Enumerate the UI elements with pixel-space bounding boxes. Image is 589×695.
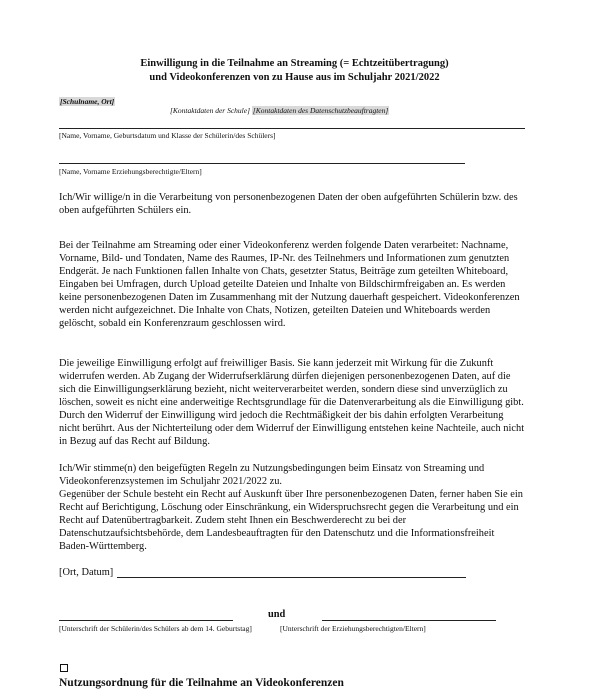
student-field-line[interactable] <box>59 128 525 129</box>
place-date-line[interactable] <box>117 577 466 578</box>
rights-text: Gegenüber der Schule besteht ein Recht auf Auskunft über Ihre personenbezogenen Daten, ferner haben Sie ein Recht auf Berichtigung, Löschung oder Einschränkung, ein Widerspruchsrecht gegen die Verarbeitung und ein Recht auf Datenübertragbarkeit. Zudem steht Ihnen ein Beschwerderecht zu bei der Datenschutzaufsichtsbehörde, dem Landesbeauftragten für den Datenschutz und die Informationsfreiheit Baden-Württemberg. <box>59 489 523 552</box>
guardian-signature-caption: [Unterschrift der Erziehungsberechtigten/Eltern] <box>280 624 426 633</box>
voluntary-paragraph: Die jeweilige Einwilligung erfolgt auf freiwilliger Basis. Sie kann jederzeit mit Wirkung für die Zukunft widerrufen werden. Ab Zugang der Widerrufserklärung dürfen diejenigen personenbezogenen Daten, auf die sich die Einwilligungserklärung bezieht, nicht weiterverarbeitet werden, sondern diese sind unverzüglich zu löschen, soweit es nicht eine anderweitige Rechtsgrundlage für die Datenverarbeitung als die Einwilligung gibt. Durch den Widerruf der Einwilligung wird jedoch die Rechtmäßigkeit der bis dahin erfolgten Verarbeitung nicht berührt. Aus der Nichterteilung oder dem Widerruf der Einwilligung entstehen keine Nachteile, auch nicht in Bezug auf das Recht auf Bildung. <box>59 358 525 447</box>
guardian-field-line[interactable] <box>59 163 465 164</box>
guardian-field-caption: [Name, Vorname Erziehungsberechtigte/Eltern] <box>59 167 202 176</box>
dpo-contact-placeholder[interactable]: [Kontaktdaten des Datenschutzbeauftragten] <box>252 106 389 115</box>
school-contact-placeholder[interactable]: [Kontaktdaten der Schule] <box>170 106 250 115</box>
rules-agree-text: Ich/Wir stimme(n) den beigefügten Regeln zu Nutzungsbedingungen beim Einsatz von Streaming und Videokonferenzsystemen im Schuljahr 2021/2022 zu. <box>59 463 485 487</box>
document-title-line-1: Einwilligung in die Teilnahme an Streaming (= Echtzeitübertragung) <box>140 58 449 69</box>
data-processing-paragraph: Bei der Teilnahme am Streaming oder einer Videokonferenz werden folgende Daten verarbeitet: Nachname, Vorname, Bild- und Tondaten, Name des Raumes, IP-Nr. des Teilnehmers und Informationen zum genutzten Endgerät. Je nach Funktionen fallen Inhalte von Chats, gesetzter Status, Beiträge zum geteilten Whiteboard, Eingaben bei Umfragen, durch Upload geteilte Dateien und Inhalte von Bildschirmfreigaben an. Es werden keine personenbezogenen Daten im Zusammenhang mit der Nutzung dauerhaft gespeichert. Videokonferenzen werden nicht aufgezeichnet. Die Inhalte von Chats, Notizen, geteilten Dateien und Whiteboards werden gelöscht, sobald ein Konferenzraum geschlossen wird. <box>59 240 520 329</box>
school-name-placeholder[interactable]: [Schulname, Ort] <box>60 97 115 106</box>
document-title-line-2: und Videokonferenzen von zu Hause aus im Schuljahr 2021/2022 <box>149 72 440 83</box>
and-label: und <box>268 609 286 620</box>
student-signature-caption: [Unterschrift der Schülerin/des Schülers ab dem 14. Geburtstag] <box>59 624 252 633</box>
checkbox-icon[interactable] <box>60 664 68 672</box>
consent-intro-paragraph: Ich/Wir willige/n in die Verarbeitung von personenbezogenen Daten der oben aufgeführten Schülerin bzw. des oben aufgeführten Schülers ein. <box>59 192 518 216</box>
guardian-signature-line[interactable] <box>322 620 496 621</box>
contact-line <box>170 106 389 115</box>
rules-and-rights-paragraph <box>59 462 525 553</box>
student-signature-line[interactable] <box>59 620 233 621</box>
section-title: Nutzungsordnung für die Teilnahme an Videokonferenzen <box>59 677 344 689</box>
place-date-label: [Ort, Datum] <box>59 567 114 578</box>
student-field-caption: [Name, Vorname, Geburtsdatum und Klasse der Schülerin/des Schülers] <box>59 131 276 140</box>
